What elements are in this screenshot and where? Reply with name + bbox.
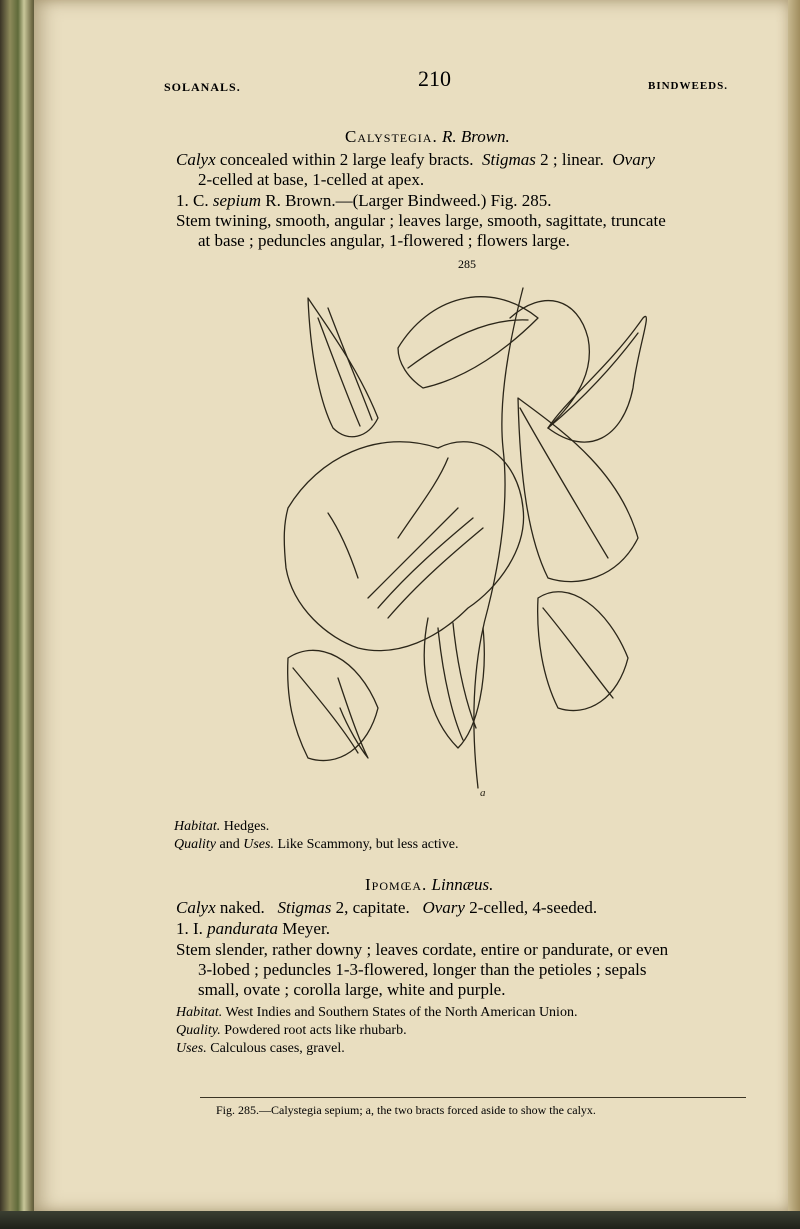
genus-name: Calystegia. xyxy=(345,127,438,146)
bottom-shadow xyxy=(0,1211,800,1229)
species-line-sepium xyxy=(176,191,552,211)
species-author: Meyer. xyxy=(282,919,330,938)
figure-number: 285 xyxy=(458,257,476,271)
uses-text: Calculous cases, gravel. xyxy=(210,1041,345,1056)
calyx-text: concealed within 2 large leafy bracts. xyxy=(219,150,474,169)
ipomoea-description-1: Stem slender, rather downy ; leaves cordate, entire or pandurate, or even xyxy=(176,940,669,959)
genus-heading-calystegia xyxy=(345,127,510,147)
species-name: pandurata xyxy=(207,919,279,938)
uses-label: Uses. xyxy=(176,1041,207,1056)
calyx-line xyxy=(176,150,655,170)
genus-authority: Linnæus. xyxy=(431,875,494,894)
habitat-text: Hedges. xyxy=(223,819,270,834)
ovary-term: Ovary xyxy=(612,150,655,169)
leaf-right-large xyxy=(518,398,638,582)
genus-name: Ipomœa. xyxy=(365,875,428,894)
species-line-pandurata xyxy=(176,919,330,939)
page-edge xyxy=(788,0,800,1229)
ovary-text: 2-celled at base, 1-celled at apex. xyxy=(198,170,425,189)
calyx-term: Calyx xyxy=(176,898,216,917)
quality-text: Powdered root acts like rhubarb. xyxy=(224,1023,407,1038)
leaf-lower-left xyxy=(288,650,378,760)
ovary-text: 2-celled, 4-seeded. xyxy=(469,898,598,917)
habitat-text: West Indies and Southern States of the North American Union. xyxy=(225,1005,578,1020)
habitat-label: Habitat. xyxy=(174,819,221,834)
stigmas-term: Stigmas xyxy=(277,898,332,917)
description-line-2: at base ; peduncles angular, 1-flowered ; flowers large. xyxy=(198,231,570,250)
ipomoea-habitat-line xyxy=(176,1004,577,1021)
running-header-left: SOLANALS. xyxy=(164,80,241,94)
corolla-flower xyxy=(284,442,523,651)
genus-authority: R. Brown. xyxy=(441,127,510,146)
stigmas-text: 2 ; linear. xyxy=(540,150,604,169)
running-header-right: BINDWEEDS. xyxy=(648,80,728,92)
ipomoea-description-2: 3-lobed ; peduncles 1-3-flowered, longer than the petioles ; sepals xyxy=(198,960,647,979)
quality-text: Like Scammony, but less active. xyxy=(277,837,459,852)
species-author-common: R. Brown.—(Larger Bindweed.) Fig. 285. xyxy=(265,191,552,210)
bindweed-illustration xyxy=(248,278,668,798)
leaf-upper-right xyxy=(548,316,646,442)
uses-label: Uses. xyxy=(243,837,274,852)
caption-rule xyxy=(200,1097,746,1098)
stigmas-term: Stigmas xyxy=(482,150,536,169)
ipomoea-uses-line xyxy=(176,1040,345,1057)
ovary-term: Ovary xyxy=(422,898,465,917)
page-number: 210 xyxy=(418,66,451,91)
quality-line-calystegia xyxy=(174,836,459,853)
figure-caption: Fig. 285.—Calystegia sepium; a, the two bracts forced aside to show the calyx. xyxy=(216,1103,596,1117)
species-name: sepium xyxy=(212,191,262,210)
leaf-lower-right xyxy=(538,592,628,711)
ipomoea-characters-line xyxy=(176,898,597,918)
habitat-label: Habitat. xyxy=(176,1005,223,1020)
description-line-1: Stem twining, smooth, angular ; leaves large, smooth, sagittate, truncate xyxy=(176,211,666,230)
stigmas-text: 2, capitate. xyxy=(335,898,410,917)
genus-heading-ipomoea xyxy=(365,875,493,895)
calyx-text: naked. xyxy=(219,898,265,917)
ipomoea-quality-line xyxy=(176,1022,407,1039)
quality-label: Quality xyxy=(174,837,216,852)
ipomoea-description-3: small, ovate ; corolla large, white and purple. xyxy=(198,980,506,999)
species-number: 1. I. xyxy=(176,919,203,938)
calyx-term: Calyx xyxy=(176,150,216,169)
figure-label-a: a xyxy=(480,787,486,798)
habitat-line-calystegia xyxy=(174,818,269,835)
and-text: and xyxy=(219,837,240,852)
quality-label: Quality. xyxy=(176,1023,221,1038)
species-number: 1. C. xyxy=(176,191,209,210)
